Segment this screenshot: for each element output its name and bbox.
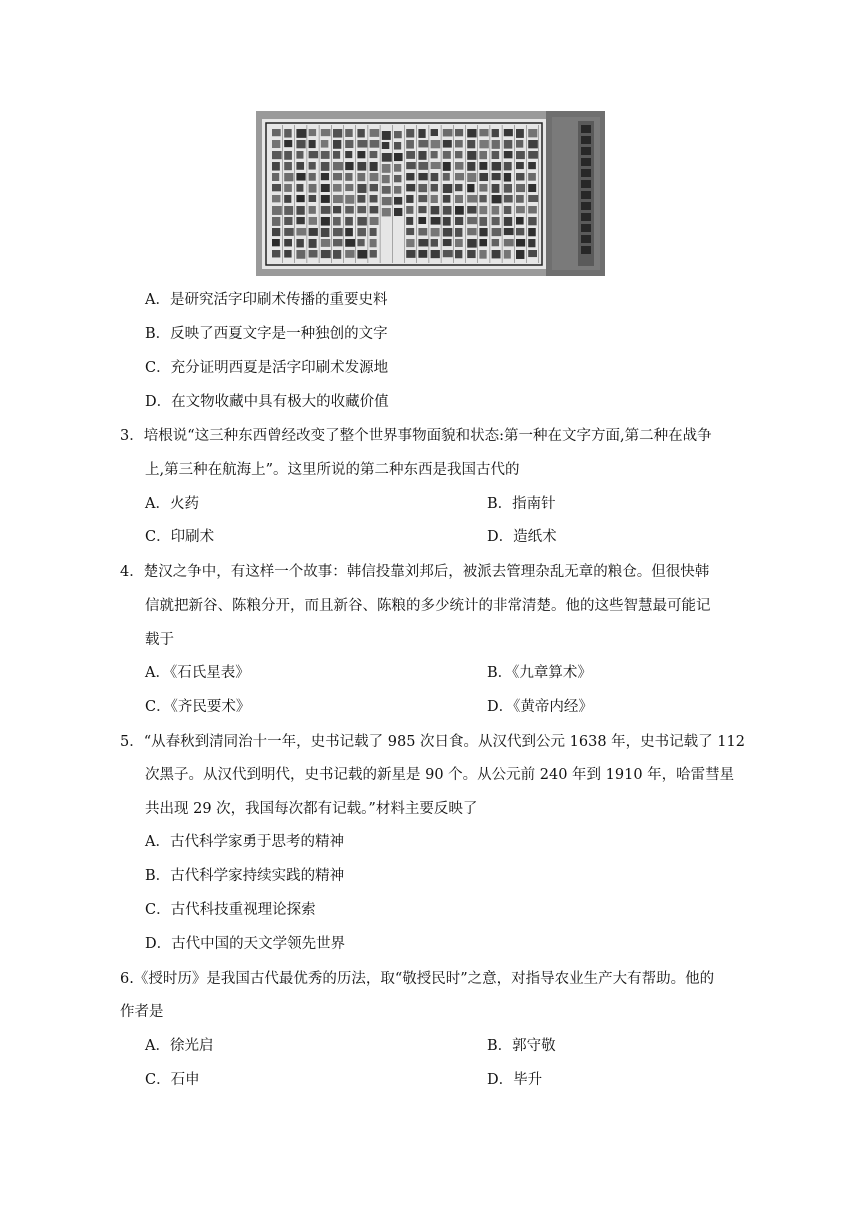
q5-option-a[interactable]: A．古代科学家勇于思考的精神: [145, 834, 344, 850]
xixia-printed-book-photo: [256, 111, 605, 276]
q5-stem-line-1: 5．“从春秋到清同治十一年，史书记载了 985 次日食。从汉代到公元 1638 年，史书记载了 112: [120, 734, 745, 750]
q6-option-a[interactable]: A．徐光启: [145, 1038, 214, 1054]
q6-option-b[interactable]: B．郭守敬: [487, 1038, 556, 1054]
q6-stem-line-1: 6.《授时历》是我国古代最优秀的历法，取“敬授民时”之意，对指导农业生产大有帮助。他的: [120, 971, 715, 987]
q2-option-d[interactable]: D．在文物收藏中具有极大的收藏价值: [145, 394, 389, 410]
q2-option-b[interactable]: B．反映了西夏文字是一种独创的文字: [145, 326, 388, 342]
q4-option-c[interactable]: C．《齐民要术》: [145, 699, 251, 715]
q3-option-b[interactable]: B．指南针: [487, 496, 556, 512]
q4-stem-line-3: 载于: [145, 632, 174, 648]
q3-option-c[interactable]: C．印刷术: [145, 529, 215, 545]
book-photo-icon: [256, 111, 605, 276]
q3-option-d[interactable]: D．造纸术: [487, 529, 557, 545]
q3-stem-line-1: 3．培根说“这三种东西曾经改变了整个世界事物面貌和状态:第一种在文字方面,第二种在战争: [120, 428, 712, 444]
q6-option-c[interactable]: C．石申: [145, 1072, 200, 1088]
q6-stem-line-2: 作者是: [120, 1004, 164, 1020]
q5-stem-line-2: 次黑子。从汉代到明代，史书记载的新星是 90 个。从公元前 240 年到 1910 年，哈雷彗星: [145, 767, 735, 783]
q5-stem-line-3: 共出现 29 次，我国每次都有记载。”材料主要反映了: [145, 801, 478, 817]
q4-option-b[interactable]: B．《九章算术》: [487, 665, 592, 681]
q5-option-d[interactable]: D．古代中国的天文学领先世界: [145, 936, 346, 952]
q4-stem-line-2: 信就把新谷、陈粮分开，而且新谷、陈粮的多少统计的非常清楚。他的这些智慧最可能记: [145, 598, 711, 614]
q3-option-a[interactable]: A．火药: [145, 496, 199, 512]
q4-option-a[interactable]: A．《石氏星表》: [145, 665, 250, 681]
q5-option-b[interactable]: B．古代科学家持续实践的精神: [145, 868, 345, 884]
q5-option-c[interactable]: C．古代科技重视理论探索: [145, 902, 316, 918]
q6-option-d[interactable]: D．毕升: [487, 1072, 543, 1088]
q2-option-c[interactable]: C．充分证明西夏是活字印刷术发源地: [145, 360, 389, 376]
q2-option-a[interactable]: A．是研究活字印刷术传播的重要史料: [145, 292, 388, 308]
q3-stem-line-2: 上,第三种在航海上”。这里所说的第二种东西是我国古代的: [145, 462, 520, 478]
q4-stem-line-1: 4．楚汉之争中，有这样一个故事：韩信投靠刘邦后，被派去管理杂乱无章的粮仓。但很快韩: [120, 564, 710, 580]
q4-option-d[interactable]: D．《黄帝内经》: [487, 699, 593, 715]
